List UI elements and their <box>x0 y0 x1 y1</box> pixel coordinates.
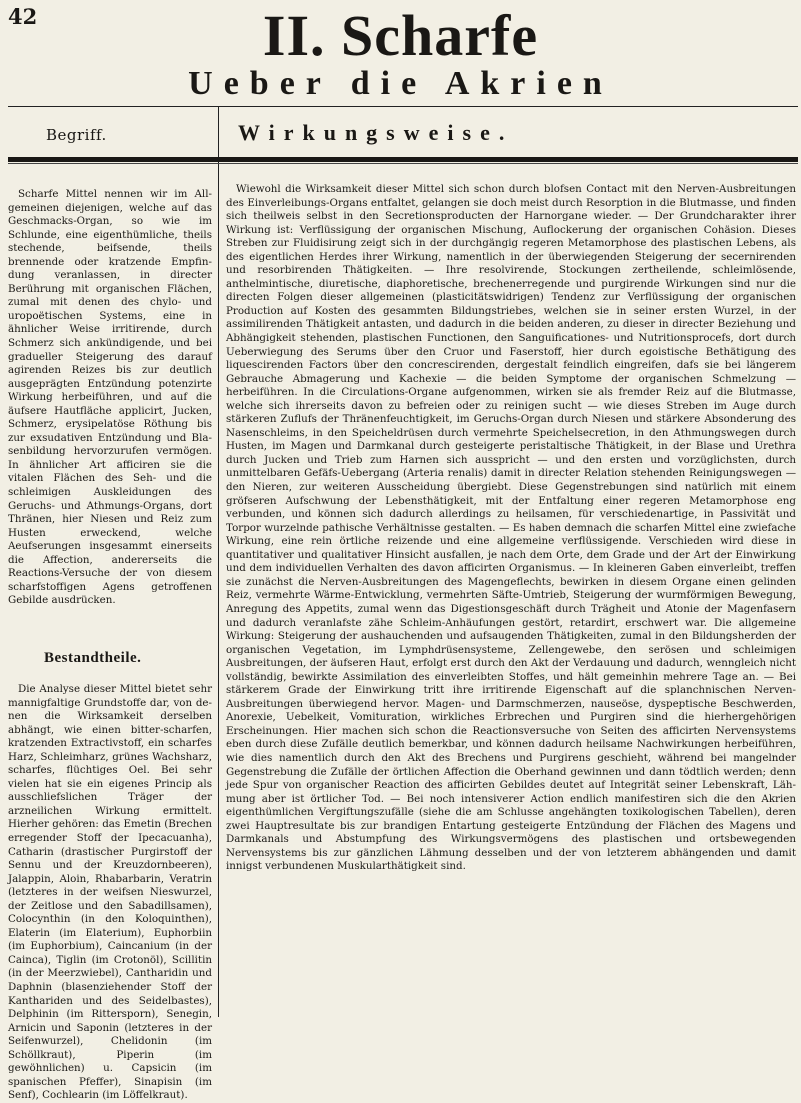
definition-paragraph: Scharfe Mittel nennen wir im Allgemeinen diejenigen, welche auf das Geschmacks-Organ, so wie im Schlunde, eine eigenthümliche, theils stechende, beifsende, theils brennende oder kratzende Empfindung veranlassen, in directer Berührung mit organischen Flächen, zumal mit denen des chylo- und uropoëtischen Systems, eine in ähnlicher Weise irritirende, durch Schmerz sich ankündigende, und bei gradueller Steigerung des darauf agirenden Reizes bis zur deutlich ausgeprägten Entzündung potenzirte Wirkung herbeiführen, und auf die äufsere Hautfläche applicirt, Jucken, Schmerz, erysipelatöse Röthung bis zur exsudativen Entzündung und Blasenbildung hervorzurufen vermögen. In ähnlicher Art afficiren sie die vitalen Flächen des Seh- und die schleimigen Auskleidungen des Geruchs- und Athmungs-Organs, dort Thränen, hier Niesen und Reiz zum Husten erweckend, welche Aeufserungen insgesammt einerseits die Affection, andererseits die Reactions-Versuche der von diesem scharfstoffigen Agens getroffenen Gebilde ausdrücken. <box>8 188 212 607</box>
header-top-rule <box>8 106 798 107</box>
column-header-effects: Wirkungsweise. <box>238 120 514 145</box>
page-title: II. Scharfe <box>262 3 539 68</box>
definition-section <box>8 188 212 608</box>
effects-section <box>226 183 796 874</box>
components-paragraph: Die Analyse dieser Mittel bietet sehr mannigfaltige Grundstoffe dar, von denen die Wirksamkeit derselben abhängt, wie einen bitter-scharfen, kratzenden Extractivstoff, ein scharfes Harz, Schleimharz, grünes Wachsharz, scharfes, flüchtiges Oel. Bei sehr vielen hat sie ein eigenes Princip als ausschliefslichen Träger der arzneilichen Wirkung ermittelt. Hierher gehören: das Emetin (Brechen erregender Stoff der Ipecacuanha), Catharin (drastischer Purgirstoff der Sennu und der Kreuzdornbeeren), Jalappin, Aloin, Rhabarbarin, Veratrin (letzteres in der weifsen Nieswurzel, der Zeitlose und den Sabadillsamen), Colocynthin (in den Koloquinthen), Elaterin (im Elaterium), Euphorbiin (im Euphorbium), Caincanium (in der Cainca), Tiglin (im Crotonöl), Scillitin (in der Meerzwiebel), Cantharidin und Daphnin (blasenziehender Stoff der Kanthariden und des Seidelbastes), Delphinin (im Rittersporn), Senegin, Arnicin und Saponin (letzteres in der Seifenwurzel), Chelidonin (im Schöllkraut), Piperin (im gewöhnlichen) u. Capsicin (im spanischen Pfeffer), Sinapisin (im Senf), Cochlearin (im Löffelkraut). <box>8 683 212 1102</box>
components-heading: Bestandtheile. <box>44 650 142 666</box>
header-bottom-thick-rule <box>8 157 798 162</box>
column-header-definition: Begriff. <box>46 126 107 144</box>
header-bottom-thin-rule <box>8 163 798 164</box>
effects-paragraph: Wiewohl die Wirksamkeit dieser Mittel sich schon durch blofsen Contact mit den Nerven-Ausbreitungen des Einverleibungs-Organs entfaltet, gelangen sie doch meist durch Resorption in die Blutmasse, und finden sich theilweis selbst in den Secretionsproducten der Harnorgane wieder. — Der Grundcharakter ihrer Wirkung ist: Verflüssigung der organischen Mischung, Auflockerung der organischen Cohäsion. Dieses Streben zur Fluidisirung zeigt sich in der durchgängig regeren Metamorphose des plastischen Lebens, als des eigentlichen Herdes ihrer Wirkung, namentlich in der überwiegenden Steigerung der secernirenden und resorbirenden Thätigkeiten. — Ihre resolvirende, Stockungen zertheilende, schleimlösende, anthelmintische, diuretische, diaphoretische, brechenerregende und purgirende Wirkungen sind nur die directen Folgen dieser allgemeinen (plasticitätswidrigen) Tendenz zur Verflüssigung der organischen Production auf Kosten des gesammten Bildungstriebes, welchen sie in seiner ersten Wurzel, in der assimilirenden Thätigkeit antasten, und dadurch in die beiden anderen, zu dieser in directer Beziehung und Abhängigkeit stehenden, plastischen Functionen, den Sanguificationes- und Nutritionsprocefs, dort durch Ueberwiegung des Serums über den Cruor und Faserstoff, hier durch egoistische Bethätigung des liquescirenden Factors über den concrescirenden, dergestalt feindlich eingreifen, dafs sie bei längerem Gebrauche Abmagerung und Kachexie — die beiden Symptome der organischen Schmelzung — herbeiführen. In die Circulations-Organe aufgenommen, wirken sie als fremder Reiz auf die Blutmasse, welche sich ihrerseits davon zu befreien oder zu reinigen sucht — wie dieses Streben im Auge durch stärkeren Zuflufs der Thränenfeuchtigkeit, im Geruchs-Organ durch Niesen und stärkere Absonderung des Nasenschleims, in den Speicheldrüsen durch vermehrte Speichelsecretion, in den Athmungswegen durch Husten, im Magen und Darmkanal durch gesteigerte peristaltische Thätigkeit, in der Blase und Urethra durch Jucken und Trieb zum Harnen sich ausspricht — und den ersten und vorzüglichsten, durch unmittelbaren Gefäfs-Uebergang (Arteria renalis) damit in directer Relation stehenden Reinigungswegen — den Nieren, zur weiteren Ausscheidung übergiebt. Diese Gegenstrebungen sind natürlich mit einem gröfseren Aufschwung der Lebensthätigkeit, mit der Entfaltung einer regeren Metamorphose eng verbunden, und können sich dadurch allerdings zu heilsamen, für verschiedenartige, in Passivität und Torpor wurzelnde pathische Verhältnisse gestalten. — Es haben demnach die scharfen Mittel eine zwiefache Wirkung, eine rein örtliche reizende und eine allgemeine verflüssigende. Verschieden wird diese in quantitativer und qualitativer Hinsicht ausfallen, je nach dem Orte, dem Grade und der Art der Einwirkung und dem individuellen Verhalten des davon afficirten Organismus. — In kleineren Gaben einverleibt, treffen sie zunächst die Nerven-Ausbreitungen des Magengeflechts, bewirken in diesem Organe einen gelinden Reiz, vermehrte Wärme-Entwicklung, vermehrten Säfte-Umtrieb, Steigerung der wurmförmigen Bewegung, Anregung des Appetits, zumal wenn das Digestionsgeschäft durch Trägheit und Atonie der Magenfasern und dadurch veranlafste zähe Schleim-Anhäufungen gestört, retardirt, erschwert war. Die allgemeine Wirkung: Steigerung der aushauchenden und aufsaugenden Thätigkeiten, zumal in den Bildungsherden der organischen Vegetation, im Lymphdrüsensysteme, Zellengewebe, den serösen und schleimigen Ausbreitungen, der äufseren Haut, erfolgt erst durch den Akt der Verdauung und dadurch, wenngleich nicht vollständig, bewirkte Assimilation des einverleibten Stoffes, und hält gemeinhin mehrere Tage an. — Bei stärkerem Grade der Einwirkung tritt ihre irritirende Eigenschaft auf die splanchnischen Nerven-Ausbreitungen überwiegend hervor. Magen- und Darmschmerzen, nauseöse, dyspeptische Beschwerden, Anorexie, Uebelkeit, Vomituration, wirkliches Erbrechen und Purgiren sind die hierhergehörigen Erscheinungen. Hier machen sich schon die Reactionsversuche von Seiten des afficirten Nervensystems eben durch diese Zufälle deutlich bemerkbar, und können dadurch heilsame Nachwirkungen herbeiführen, wie dies namentlich durch den Akt des Brechens und Purgirens geschieht, während bei mangelnder Gegenstrebung die Zufälle der örtlichen Affection die Oberhand gewinnen und dann tödtlich werden; denn jede Spur von organischer Reaction des afficirten Gebildes deutet auf Integrität seiner Lebenskraft, Lähmung aber ist örtlicher Tod. — Bei noch intensiverer Action endlich manifestiren sich die den Akrien eigenthümlichen Vergiftungszufälle (siehe die am Schlusse angehängten toxikologischen Tabellen), deren zwei Hauptresultate bis zur brandigen Entartung gesteigerte Entzündung der Flächen des Magens und Darmkanals und Abstumpfung des Wirkungsvermögens des plastischen und ortsbewegenden Nervensystems bis zur gänzlichen Lähmung desselben und der von letzterem abhängenden und damit innigst verbundenen Muskularthätigkeit sind. <box>226 183 796 873</box>
page-subtitle: Ueber die Akrien <box>188 65 613 102</box>
column-divider <box>218 107 219 1017</box>
components-section <box>8 683 212 1103</box>
page-number: 42 <box>8 4 38 29</box>
